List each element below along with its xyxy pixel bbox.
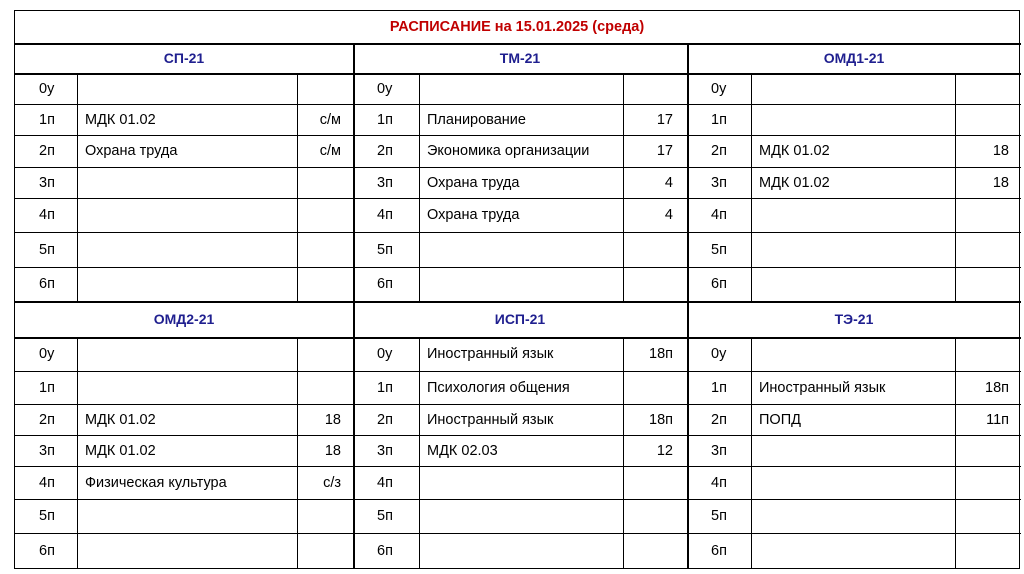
room-cell (955, 435, 1009, 466)
room-cell (623, 533, 673, 569)
group-header: ОМД1-21 (823, 50, 885, 66)
pair-number: 2п (711, 143, 727, 159)
room-cell (297, 198, 341, 232)
divider (15, 337, 353, 339)
divider (15, 371, 353, 372)
pair-number: 0у (377, 346, 393, 362)
divider (77, 73, 78, 301)
room-cell (623, 73, 673, 104)
room-cell: 18 (992, 143, 1009, 159)
room-cell (297, 167, 341, 198)
pair-number: 6п (39, 276, 55, 292)
subject-cell: МДК 01.02 (85, 111, 156, 128)
room-cell: 17 (656, 111, 673, 128)
divider (687, 73, 1021, 75)
divider (15, 404, 353, 405)
room-cell (955, 104, 1009, 135)
divider (687, 337, 1021, 339)
pair-number: 1п (39, 379, 55, 396)
pair-number: 5п (377, 508, 393, 524)
divider (353, 435, 687, 436)
room-cell (623, 232, 673, 267)
pair-number: 4п (39, 474, 55, 491)
room-cell: 12 (656, 442, 673, 459)
room-cell (623, 466, 673, 499)
pair-number: 3п (39, 174, 55, 191)
room-cell: 4 (664, 207, 673, 223)
divider (353, 533, 687, 534)
subject-cell: Иностранный язык (759, 379, 886, 396)
subject-cell: Охрана труда (85, 143, 178, 159)
group-header: ОМД2-21 (153, 311, 215, 327)
subject-cell: Психология общения (427, 379, 570, 396)
divider (15, 73, 353, 75)
pair-number: 2п (711, 411, 727, 428)
schedule-table (14, 10, 1020, 569)
pair-number: 4п (377, 207, 393, 223)
group-header: ТЭ-21 (834, 311, 874, 327)
pair-number: 0у (711, 346, 727, 362)
room-cell (955, 198, 1009, 232)
room-cell (955, 337, 1009, 371)
pair-number: 2п (39, 411, 55, 428)
pair-number: 5п (711, 508, 727, 524)
divider (15, 198, 353, 199)
divider (15, 267, 353, 268)
divider (687, 232, 1021, 233)
divider (687, 533, 1021, 534)
divider (751, 73, 752, 301)
room-cell: 18п (649, 411, 673, 428)
divider (15, 499, 353, 500)
pair-number: 1п (711, 111, 727, 128)
group-header: СП-21 (163, 50, 205, 66)
room-cell (297, 533, 341, 569)
pair-number: 6п (711, 543, 727, 559)
divider (687, 371, 1021, 372)
divider (623, 337, 624, 569)
divider (77, 337, 78, 569)
pair-number: 4п (377, 474, 393, 491)
subject-cell: МДК 01.02 (759, 174, 830, 191)
room-cell: 4 (664, 174, 673, 191)
subject-cell: Планирование (427, 111, 526, 128)
room-cell (955, 73, 1009, 104)
pair-number: 5п (711, 241, 727, 258)
room-cell (297, 73, 341, 104)
pair-number: 6п (377, 543, 393, 559)
subject-cell: Иностранный язык (427, 411, 554, 428)
pair-number: 1п (39, 111, 55, 128)
divider (15, 104, 353, 105)
divider (15, 135, 353, 136)
divider (687, 104, 1021, 105)
pair-number: 2п (39, 143, 55, 159)
subject-cell: МДК 01.02 (759, 143, 830, 159)
room-cell: 18 (324, 442, 341, 459)
divider (15, 435, 353, 436)
room-cell: 18п (985, 379, 1009, 396)
divider (353, 135, 687, 136)
room-cell: с/м (319, 111, 341, 128)
room-cell: 11п (986, 411, 1009, 428)
subject-cell: МДК 02.03 (427, 442, 498, 459)
room-cell (955, 533, 1009, 569)
pair-number: 1п (711, 379, 727, 396)
room-cell (623, 371, 673, 404)
divider (297, 73, 298, 301)
divider (15, 232, 353, 233)
pair-number: 4п (711, 474, 727, 491)
pair-number: 0у (39, 346, 55, 362)
divider (687, 167, 1021, 168)
subject-cell: ПОПД (759, 411, 801, 428)
divider (419, 337, 420, 569)
pair-number: 6п (711, 276, 727, 292)
divider (751, 337, 752, 569)
divider (353, 267, 687, 268)
subject-cell: Иностранный язык (427, 346, 554, 362)
pair-number: 1п (377, 111, 393, 128)
room-cell: 18п (649, 346, 673, 362)
divider (353, 404, 687, 405)
pair-number: 2п (377, 411, 393, 428)
pair-number: 5п (377, 241, 393, 258)
pair-number: 0у (377, 80, 393, 97)
pair-number: 3п (711, 174, 727, 191)
divider (687, 435, 1021, 436)
pair-number: 5п (39, 508, 55, 524)
divider (297, 337, 298, 569)
divider (353, 73, 687, 75)
room-cell: 17 (656, 143, 673, 159)
divider (353, 466, 687, 467)
room-cell (955, 267, 1009, 301)
room-cell: 18 (324, 411, 341, 428)
divider (353, 499, 687, 500)
pair-number: 4п (711, 207, 727, 223)
room-cell (955, 466, 1009, 499)
subject-cell: Охрана труда (427, 207, 520, 223)
room-cell (623, 267, 673, 301)
divider (353, 371, 687, 372)
pair-number: 0у (711, 80, 727, 97)
divider (15, 466, 353, 467)
pair-number: 6п (377, 276, 393, 292)
pair-number: 1п (377, 379, 393, 396)
room-cell (297, 337, 341, 371)
group-header: ТМ-21 (499, 50, 541, 66)
divider (687, 267, 1021, 268)
divider (353, 167, 687, 168)
room-cell (297, 267, 341, 301)
pair-number: 2п (377, 143, 393, 159)
divider (955, 337, 956, 569)
pair-number: 3п (711, 442, 727, 459)
divider (15, 533, 353, 534)
subject-cell: Охрана труда (427, 174, 520, 191)
divider (687, 499, 1021, 500)
subject-cell: Физическая культура (85, 474, 227, 491)
divider (623, 73, 624, 301)
room-cell (623, 499, 673, 533)
pair-number: 3п (39, 442, 55, 459)
pair-number: 6п (39, 543, 55, 559)
divider (687, 135, 1021, 136)
subject-cell: Экономика организации (427, 143, 590, 159)
room-cell (955, 499, 1009, 533)
subject-cell: МДК 01.02 (85, 442, 156, 459)
pair-number: 3п (377, 174, 393, 191)
divider (353, 104, 687, 105)
divider (353, 232, 687, 233)
room-cell: 18 (992, 174, 1009, 191)
room-cell (297, 499, 341, 533)
pair-number: 0у (39, 80, 55, 97)
schedule-title: РАСПИСАНИЕ на 15.01.2025 (среда) (389, 19, 645, 35)
divider (687, 198, 1021, 199)
divider (955, 73, 956, 301)
room-cell: с/з (323, 474, 341, 491)
pair-number: 3п (377, 442, 393, 459)
room-cell: с/м (319, 143, 341, 159)
divider (353, 337, 687, 339)
divider (419, 73, 420, 301)
room-cell (297, 232, 341, 267)
room-cell (297, 371, 341, 404)
divider (687, 466, 1021, 467)
divider (687, 404, 1021, 405)
room-cell (955, 232, 1009, 267)
divider (353, 198, 687, 199)
divider (15, 167, 353, 168)
pair-number: 4п (39, 207, 55, 223)
group-header: ИСП-21 (494, 311, 546, 327)
pair-number: 5п (39, 241, 55, 258)
subject-cell: МДК 01.02 (85, 411, 156, 428)
